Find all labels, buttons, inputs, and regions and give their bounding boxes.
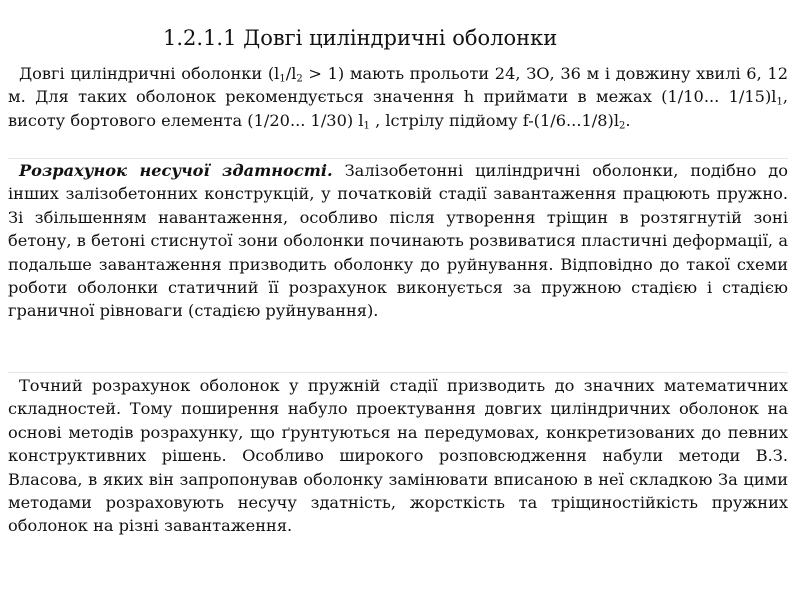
para1-text-6: . bbox=[625, 110, 631, 130]
para1-text-3: > 1) мають прольоти 24, ЗО, 36 м і довжину хвилі 6, 12 м. Для таких оболонок рекомендується значення h приймати в межах (1/10... 1/15)l bbox=[8, 64, 789, 107]
paragraph-body: Залізобетонні циліндричні оболонки, подібно до інших залізобетонних конструкцій, у початковій стадії завантаження працюють пружно. Зі збільшенням навантаження, особливо після утворення тріщин в розтягнутій зоні бетону, в бетоні стиснутої зони оболонки починають розвиватися пластичні деформації, а подальше завантаження призводить оболонку до руйнування. Відповідно до такої схеми роботи оболонки статичний її розрахунок виконується за пружною стадією і стадією граничної рівноваги (стадією руйнування). bbox=[8, 161, 788, 321]
subscript-5: 2 bbox=[619, 120, 626, 132]
subscript-2: 2 bbox=[296, 73, 303, 85]
subscript-4: 1 bbox=[363, 120, 370, 132]
paragraph-heading: Розрахунок несучої здатності. bbox=[19, 161, 333, 180]
para1-text-4: , висоту бортового елемента (1/20... 1/30) l bbox=[8, 87, 788, 130]
subscript-3: 1 bbox=[776, 96, 783, 108]
para1-text-1: Довгі циліндричні оболонки (l bbox=[19, 64, 280, 83]
paragraph-geometry bbox=[8, 62, 788, 132]
divider bbox=[8, 372, 788, 373]
paragraph-exact-calculation bbox=[8, 374, 788, 538]
subscript-1: 1 bbox=[279, 73, 286, 85]
para1-text-2: /l bbox=[285, 64, 297, 83]
para1-text-5: , lстрілу підйому f-(1/6...1/8)l bbox=[369, 110, 620, 130]
section-title: 1.2.1.1 Довгі циліндричні оболонки bbox=[163, 26, 558, 50]
paragraph-bearing-capacity bbox=[8, 159, 788, 323]
paragraph-body: Точний розрахунок оболонок у пружній стадії призводить до значних математичних складностей. Тому поширення набуло проектування довгих циліндричних оболонок на основі методів розрахунку, що ґрунтуються на передумовах, конкретизованих до певних конструктивних рішень. Особливо широкого розповсюдження набули методи В.З. Власова, в яких він запропонував оболонку замінювати вписаною в неї складкою За цими методами розраховують несучу здатність, жорсткість та тріщиностійкість пружних оболонок на різні завантаження. bbox=[8, 376, 788, 536]
